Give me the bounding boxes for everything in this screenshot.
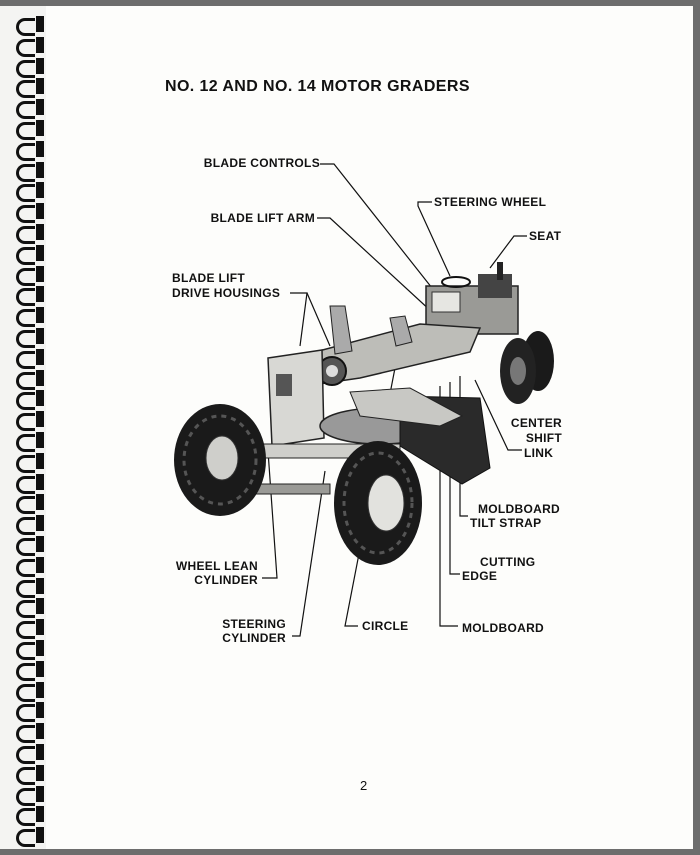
label-moldboard-1: MOLDBOARD (478, 502, 561, 516)
label-seat: SEAT (529, 229, 562, 243)
label-steering-wheel: STEERING WHEEL (434, 195, 547, 209)
front-left-wheel (174, 404, 266, 516)
label-steering-cylinder: CYLINDER (222, 631, 286, 645)
front-right-wheel (334, 441, 422, 565)
label-moldboard: MOLDBOARD (462, 621, 545, 635)
label-edge: EDGE (462, 569, 498, 583)
manual-page (0, 6, 693, 849)
label-link: LINK (524, 446, 554, 460)
label-cutting: CUTTING (480, 555, 536, 569)
label-wheel-lean-cylinder: CYLINDER (194, 573, 258, 587)
label-center: CENTER (510, 416, 562, 430)
label-circle: CIRCLE (362, 619, 409, 633)
label-steering: STEERING (222, 617, 286, 631)
label-wheel-lean: WHEEL LEAN (175, 559, 258, 573)
page-title: NO. 12 AND NO. 14 MOTOR GRADERS (165, 78, 470, 95)
label-blade-lift: BLADE LIFT (172, 271, 245, 285)
engine-cab (426, 262, 518, 334)
label-tilt-strap: TILT STRAP (470, 516, 542, 530)
label-shift: SHIFT (525, 431, 562, 445)
rear-wheels (500, 331, 554, 404)
label-blade-controls: BLADE CONTROLS (203, 156, 320, 170)
label-blade-lift-arm: BLADE LIFT ARM (210, 211, 315, 225)
motor-grader-illustration (0, 6, 693, 849)
label-drive-housings: DRIVE HOUSINGS (172, 286, 281, 300)
page-number: 2 (360, 778, 368, 793)
